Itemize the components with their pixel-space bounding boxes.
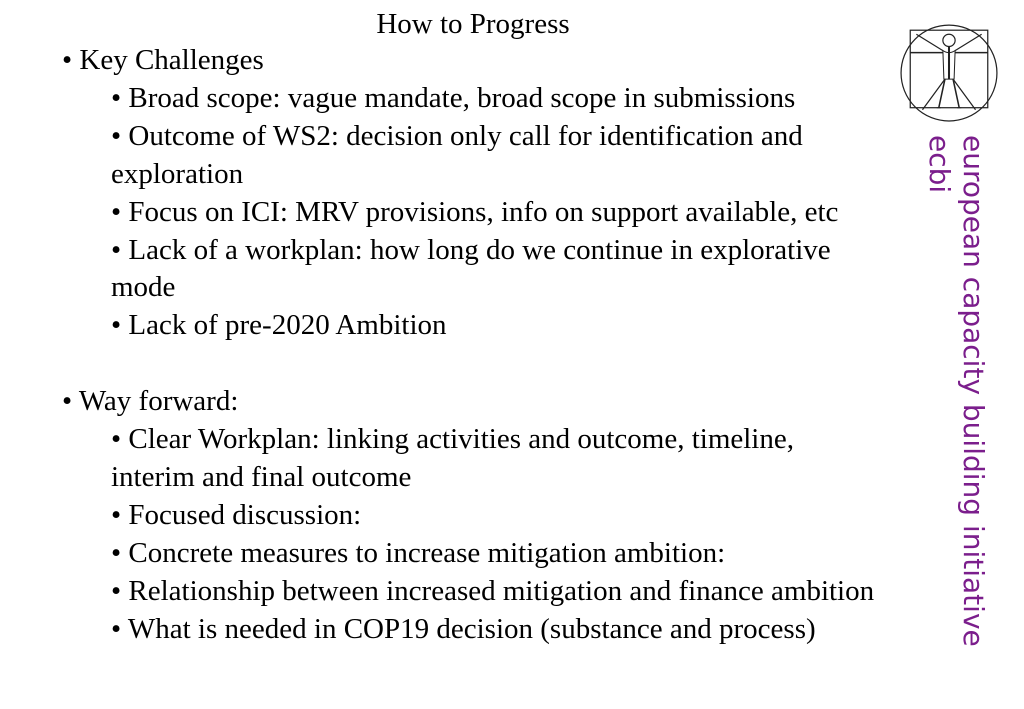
section-heading-way-forward: • Way forward: (62, 385, 239, 418)
slide-title: How to Progress (376, 8, 570, 40)
bullet-item: • Outcome of WS2: decision only call for identification and exploration (111, 119, 803, 190)
branding-line-1: european capacity building initiative (957, 135, 990, 647)
slide-body (62, 42, 877, 648)
bullet-item: • Lack of pre-2020 Ambition (111, 309, 447, 342)
bullet-item: • Clear Workplan: linking activities and outcome, timeline, interim and final outcome (111, 423, 794, 493)
bullet-item: • What is needed in COP19 decision (substance and process) (111, 612, 816, 645)
bullet-item: • Relationship between increased mitigation and finance ambition (111, 574, 875, 607)
bullet-item: • Concrete measures to increase mitigation ambition: (111, 536, 726, 569)
bullet-item: • Focused discussion: (111, 498, 362, 531)
bullet-item: • Focus on ICI: MRV provisions, info on support available, etc (111, 195, 839, 228)
section-spacer (62, 345, 877, 383)
section-heading-key-challenges: • Key Challenges (62, 44, 264, 76)
bullet-item: • Broad scope: vague mandate, broad scope in submissions (111, 81, 796, 114)
bullet-item: • Lack of a workplan: how long do we continue in explorative mode (111, 233, 831, 304)
ecbi-branding (914, 135, 990, 655)
vitruvian-man-icon (898, 20, 1000, 122)
branding-line-2: ecbi (923, 135, 956, 194)
